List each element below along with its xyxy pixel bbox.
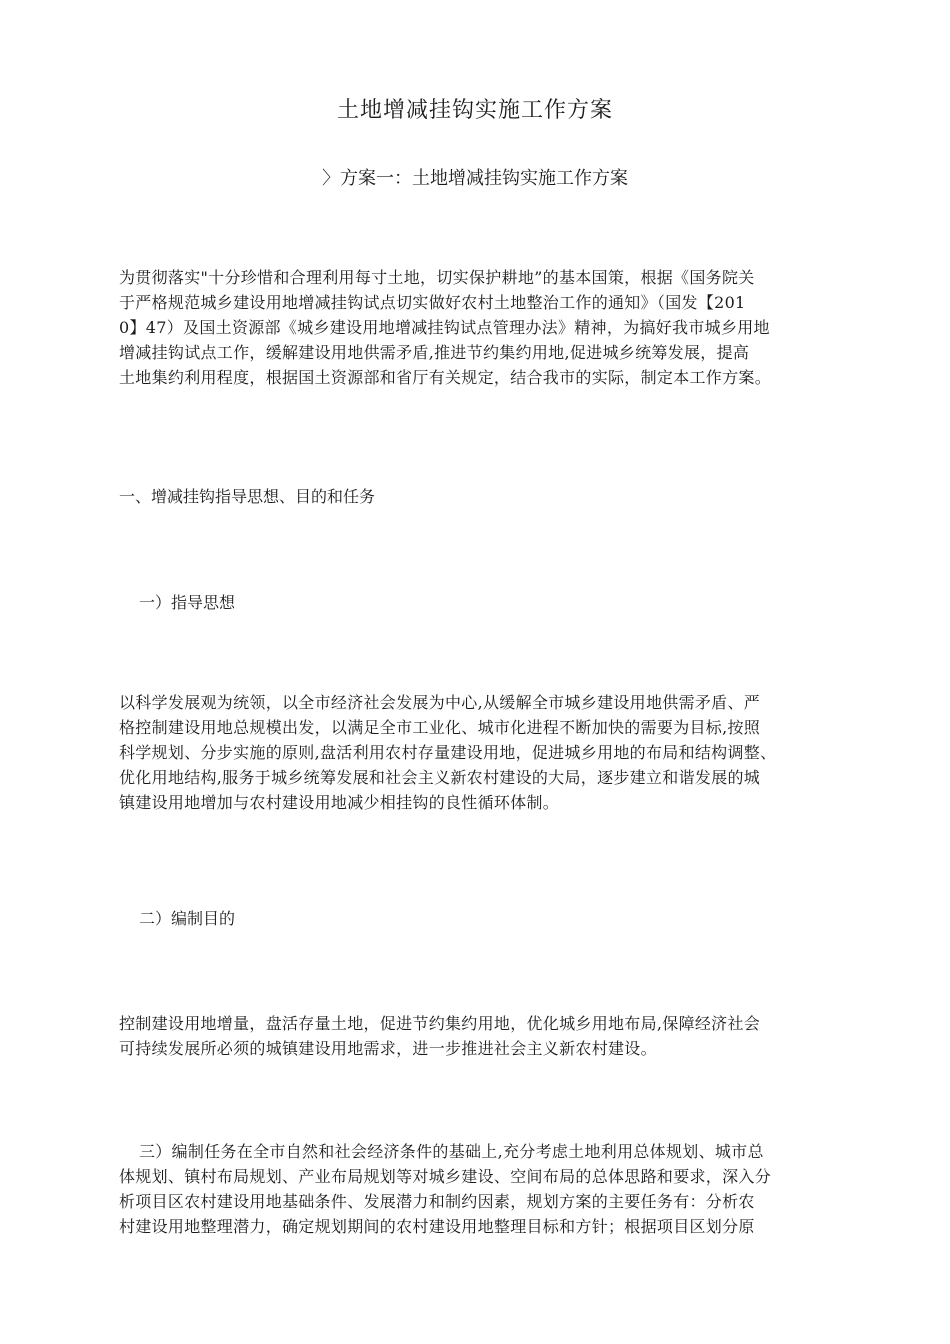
intro-line: 0】47）及国土资源部《城乡建设用地增减挂钩试点管理办法》精神，为搞好我市城乡用地 xyxy=(119,318,770,337)
sub3-line: 体规划、镇村布局规划、产业布局规划等对城乡建设、空间布局的总体思路和要求，深入分 xyxy=(119,1167,772,1186)
intro-line: 土地集约利用程度，根据国土资源部和省厅有关规定，结合我市的实际，制定本工作方案。 xyxy=(119,368,772,387)
sub1-line: 以科学发展观为统领，以全市经济社会发展为中心,从缓解全市城乡建设用地供需矛盾、严 xyxy=(119,693,761,712)
sub3-paragraph xyxy=(119,1139,839,1239)
intro-line: 为贯彻落实"十分珍惜和合理利用每寸土地，切实保护耕地”的基本国策，根据《国务院关 xyxy=(119,268,755,287)
sub1-paragraph xyxy=(119,690,839,815)
sub1-line: 科学规划、分步实施的原则,盘活利用农村存量建设用地，促进城乡用地的布局和结构调整、 xyxy=(119,743,777,762)
document-title: 土地增减挂钩实施工作方案 xyxy=(336,98,613,123)
sub3-line: 村建设用地整理潜力，确定规划期间的农村建设用地整理目标和方针；根据项目区划分原 xyxy=(119,1217,755,1236)
sub3-line: 析项目区农村建设用地基础条件、发展潜力和制约因素，规划方案的主要任务有：分析农 xyxy=(119,1192,755,1211)
sub3-line: 三）编制任务在全市自然和社会经济条件的基础上,充分考虑土地利用总体规划、城市总 xyxy=(139,1142,764,1161)
sub1-line: 镇建设用地增加与农村建设用地减少相挂钩的良性循环体制。 xyxy=(119,793,560,812)
sub2-line: 控制建设用地增量，盘活存量土地，促进节约集约用地，优化城乡用地布局,保障经济社会 xyxy=(119,1014,761,1033)
intro-line: 增减挂钩试点工作，缓解建设用地供需矛盾,推进节约集约用地,促进城乡统筹发展，提高 xyxy=(119,343,750,362)
sub2-paragraph xyxy=(119,1011,839,1061)
sub2-line: 可持续发展所必须的城镇建设用地需求，进一步推进社会主义新农村建设。 xyxy=(119,1039,657,1058)
intro-line: 于严格规范城乡建设用地增减挂钩试点切实做好农村土地整治工作的通知》（国发【201 xyxy=(119,293,746,312)
document-subtitle: 〉方案一：土地增减挂钩实施工作方案 xyxy=(322,168,628,189)
sub1-line: 格控制建设用地总规模出发，以满足全市工业化、城市化进程不断加快的需要为目标,按照 xyxy=(119,718,761,737)
section1-heading: 一、增减挂钩指导思想、目的和任务 xyxy=(119,487,376,506)
sub1-heading: 一）指导思想 xyxy=(139,593,236,612)
sub2-heading: 二）编制目的 xyxy=(139,909,236,928)
intro-paragraph xyxy=(119,265,839,390)
sub1-line: 优化用地结构,服务于城乡统筹发展和社会主义新农村建设的大局，逐步建立和谐发展的城 xyxy=(119,768,761,787)
